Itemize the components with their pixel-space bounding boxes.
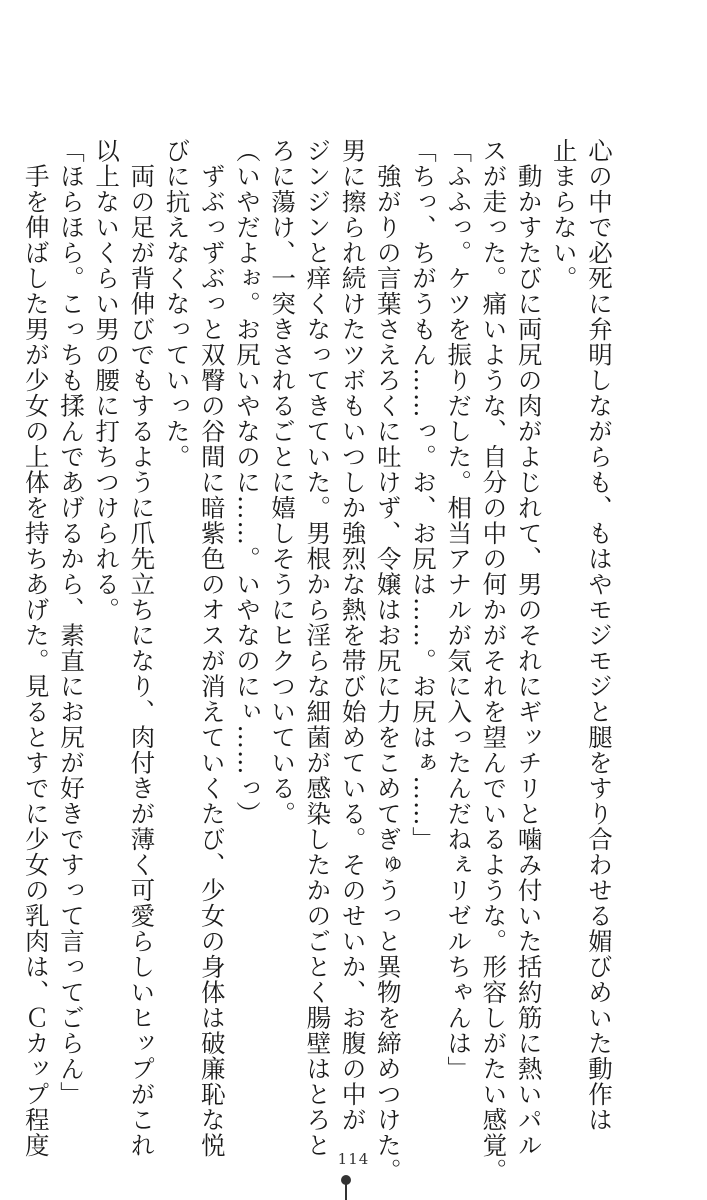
text-line: （いやだよぉ。お尻いやなのに……。いやなのにぃ……っ） [232, 138, 262, 827]
text-line: 男に擦られ続けたツボもいつしか強烈な熱を帯び始めている。そのせいか、お腹の中が [338, 138, 368, 1133]
page-number: 114 [337, 1150, 370, 1168]
text-line: 強がりの言葉さえろくに吐けず、令嬢はお尻に力をこめてぎゅうっと異物を締めつけた。 [373, 138, 403, 1184]
text-line: 心の中で必死に弁明しながらも、もはやモジモジと腿をすり合わせる媚びめいた動作は [585, 138, 614, 1133]
text-line: 動かすたびに両尻の肉がよじれて、男のそれにギッチリと噛み付いた括約筋に熱いパル [514, 138, 544, 1158]
text-line: ジンジンと痒くなってきていた。男根から淫らな細菌が感染したかのごとく腸壁はとろと [303, 138, 333, 1158]
text-line: 「ほらほら。こっちも揉んであげるから、素直にお尻が好きですって言ってごらん」 [56, 138, 86, 1107]
text-line: 以上ないくらい男の腰に打ちつけられる。 [92, 138, 122, 623]
text-line: 止まらない。 [549, 138, 579, 291]
text-line: 「ふふっ。ケツを振りだした。相当アナルが気に入ったんだねぇリゼルちゃんは」 [444, 138, 474, 1082]
text-line: ろに蕩け、一突きされるごとに嬉しそうにヒクついている。 [268, 138, 298, 827]
page-marker-icon [339, 1175, 353, 1200]
text-line: びに抗えなくなっていった。 [162, 138, 192, 470]
text-line: 「ちっ、ちがうもん……っ。お、お尻は……。お尻はぁ……」 [408, 138, 438, 852]
marker-stem [345, 1183, 347, 1200]
text-line: 手を伸ばした男が少女の上体を持ちあげた。見るとすでに少女の乳肉は、Ｃカップ程度 [21, 138, 51, 1158]
text-line: 両の足が背伸びでもするように爪先立ちになり、肉付きが薄く可愛らしいヒップがこれ [127, 138, 157, 1158]
text-line: スが走った。痛いような、自分の中の何かがそれを望んでいるような。形容しがたい感覚。 [479, 138, 509, 1184]
text-line: ずぶっずぶっと双臀の谷間に暗紫色のオスが消えていくたび、少女の身体は破廉恥な悦 [197, 138, 227, 1158]
